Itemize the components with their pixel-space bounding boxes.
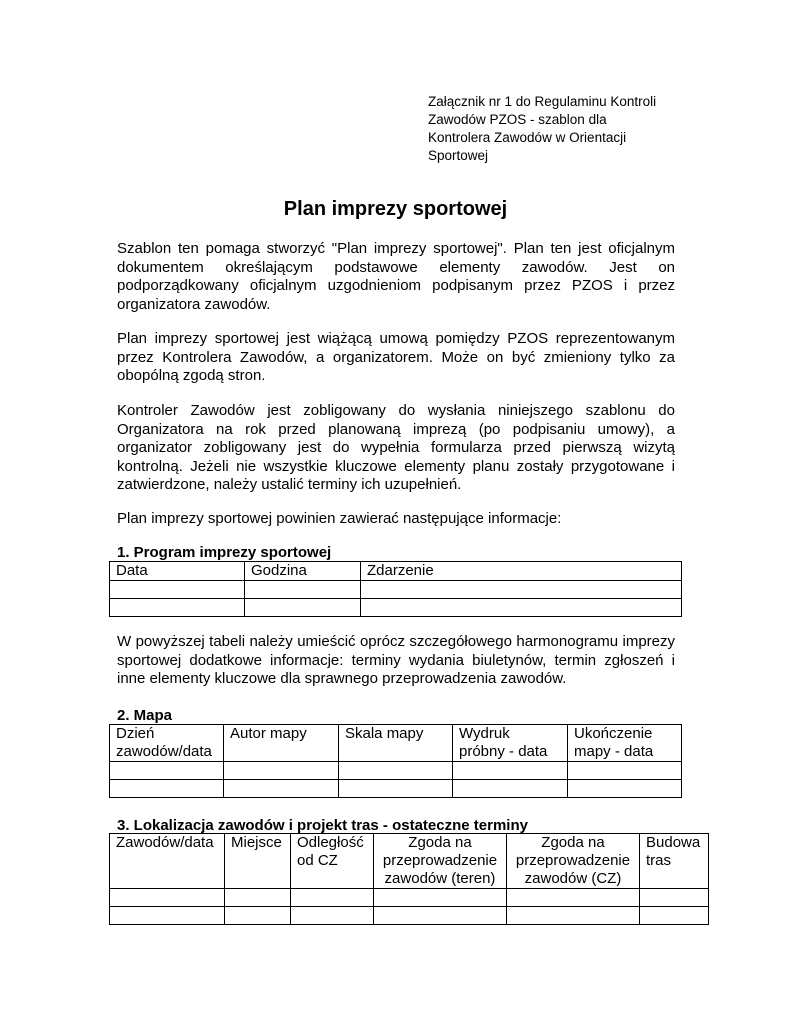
- header-line: Zawodów/data: [116, 834, 214, 851]
- page-title: Plan imprezy sportowej: [283, 198, 508, 220]
- table-cell[interactable]: [224, 762, 339, 780]
- table-row[interactable]: [110, 762, 682, 780]
- header-line: zawodów (teren): [384, 870, 496, 887]
- table-cell[interactable]: [339, 762, 453, 780]
- column-header-distance: [291, 834, 374, 889]
- header-line: Ukończenie: [574, 725, 653, 742]
- header-line: Dzień: [116, 725, 155, 742]
- table-cell[interactable]: [361, 599, 682, 617]
- section-1-note: W powyższej tabeli należy umieścić oprócz szczegółowego harmonogramu imprezy sportowej dodatkowe informacje: terminy wydania biuletynów, termin zgłoszeń i inne elementy kluczowe dla sprawnego przeprowadzenia zawodów.: [117, 633, 675, 687]
- header-line: Zgoda na: [408, 834, 472, 851]
- table-cell[interactable]: [110, 599, 245, 617]
- table-cell[interactable]: [568, 762, 682, 780]
- column-header-event: Zdarzenie: [361, 562, 682, 581]
- header-line: Miejsce: [231, 834, 282, 851]
- column-header-competition-date: [110, 834, 225, 889]
- table-cell[interactable]: [374, 889, 507, 907]
- header-line: Odległość: [297, 834, 364, 851]
- table-cell[interactable]: [291, 907, 374, 925]
- header-line: mapy - data: [574, 743, 654, 760]
- table-cell[interactable]: [507, 889, 640, 907]
- table-cell[interactable]: [339, 780, 453, 798]
- intro-paragraph-3: Kontroler Zawodów jest zobligowany do wysłania niniejszego szablonu do Organizatora na rok przed planowaną imprezą (po podpisaniu umowy), a organizator zobligowany jest do wypełnia formularza przed pierwszą wizytą kontrolną. Jeżeli nie wszystkie kluczowe elementy planu zostały przygotowane i zatwierdzone, należy ustalić terminy ich uzupełnień.: [117, 402, 675, 493]
- table-cell[interactable]: [453, 780, 568, 798]
- header-line: przeprowadzenie: [382, 852, 498, 869]
- table-header-row: [110, 725, 682, 762]
- column-header-test-print: [453, 725, 568, 762]
- table-cell[interactable]: [374, 907, 507, 925]
- table-cell[interactable]: [110, 907, 225, 925]
- column-header-terrain-consent: [374, 834, 507, 889]
- header-line: próbny - data: [459, 743, 548, 760]
- table-row[interactable]: [110, 907, 709, 925]
- header-line: Skala mapy: [345, 725, 424, 742]
- location-table: [109, 833, 709, 925]
- column-header-map-author: [224, 725, 339, 762]
- column-header-date: Data: [110, 562, 245, 581]
- header-line: Budowa: [646, 834, 701, 851]
- table-cell[interactable]: [110, 762, 224, 780]
- table-cell[interactable]: [361, 581, 682, 599]
- header-line: od CZ: [297, 852, 338, 869]
- column-header-course-building: [640, 834, 709, 889]
- header-line: Zgoda na: [541, 834, 605, 851]
- annex-line: Załącznik nr 1 do Regulaminu Kontroli: [428, 94, 657, 109]
- table-row[interactable]: [110, 780, 682, 798]
- column-header-hour: Godzina: [245, 562, 361, 581]
- table-cell[interactable]: [245, 599, 361, 617]
- header-line: zawodów (CZ): [524, 870, 622, 887]
- table-row[interactable]: [110, 599, 682, 617]
- intro-paragraph-4: Plan imprezy sportowej powinien zawierać następujące informacje:: [117, 510, 562, 527]
- table-row[interactable]: [110, 581, 682, 599]
- table-header-row: [110, 834, 709, 889]
- table-cell[interactable]: [110, 780, 224, 798]
- intro-paragraph-1: Szablon ten pomaga stworzyć "Plan imprezy sportowej". Plan ten jest oficjalnym dokumentem określającym podstawowe elementy zawodów. Jest on podporządkowany oficjalnym uzgodnieniom podpisanym przez PZOS i przez organizatora zawodów.: [117, 240, 675, 313]
- table-cell[interactable]: [568, 780, 682, 798]
- table-cell[interactable]: [291, 889, 374, 907]
- table-header-row: [110, 562, 682, 581]
- section-1-heading: 1. Program imprezy sportowej: [117, 544, 332, 561]
- table-cell[interactable]: [245, 581, 361, 599]
- table-cell[interactable]: [507, 907, 640, 925]
- column-header-competition-day: [110, 725, 224, 762]
- section-3-heading: 3. Lokalizacja zawodów i projekt tras - ostateczne terminy: [117, 817, 528, 834]
- table-cell[interactable]: [110, 889, 225, 907]
- annex-note: [428, 93, 674, 165]
- table-cell[interactable]: [640, 889, 709, 907]
- table-cell[interactable]: [453, 762, 568, 780]
- annex-line: Zawodów PZOS - szablon dla: [428, 112, 607, 127]
- column-header-map-completion: [568, 725, 682, 762]
- annex-line: Kontrolera Zawodów w Orientacji: [428, 130, 627, 145]
- map-table: [109, 724, 682, 798]
- table-cell[interactable]: [225, 907, 291, 925]
- header-line: Autor mapy: [230, 725, 307, 742]
- table-cell[interactable]: [224, 780, 339, 798]
- annex-line: Sportowej: [428, 148, 489, 163]
- header-line: zawodów/data: [116, 743, 212, 760]
- table-cell[interactable]: [225, 889, 291, 907]
- column-header-cz-consent: [507, 834, 640, 889]
- header-line: Wydruk: [459, 725, 510, 742]
- program-table: [109, 561, 682, 617]
- intro-paragraph-2: Plan imprezy sportowej jest wiążącą umową pomiędzy PZOS reprezentowanym przez Kontrolera Zawodów, a organizatorem. Może on być zmieniony tylko za obopólną zgodą stron.: [117, 330, 675, 384]
- header-line: przeprowadzenie: [515, 852, 631, 869]
- section-2-heading: 2. Mapa: [117, 707, 173, 724]
- column-header-place: [225, 834, 291, 889]
- table-cell[interactable]: [640, 907, 709, 925]
- table-row[interactable]: [110, 889, 709, 907]
- table-cell[interactable]: [110, 581, 245, 599]
- column-header-map-scale: [339, 725, 453, 762]
- header-line: tras: [646, 852, 672, 869]
